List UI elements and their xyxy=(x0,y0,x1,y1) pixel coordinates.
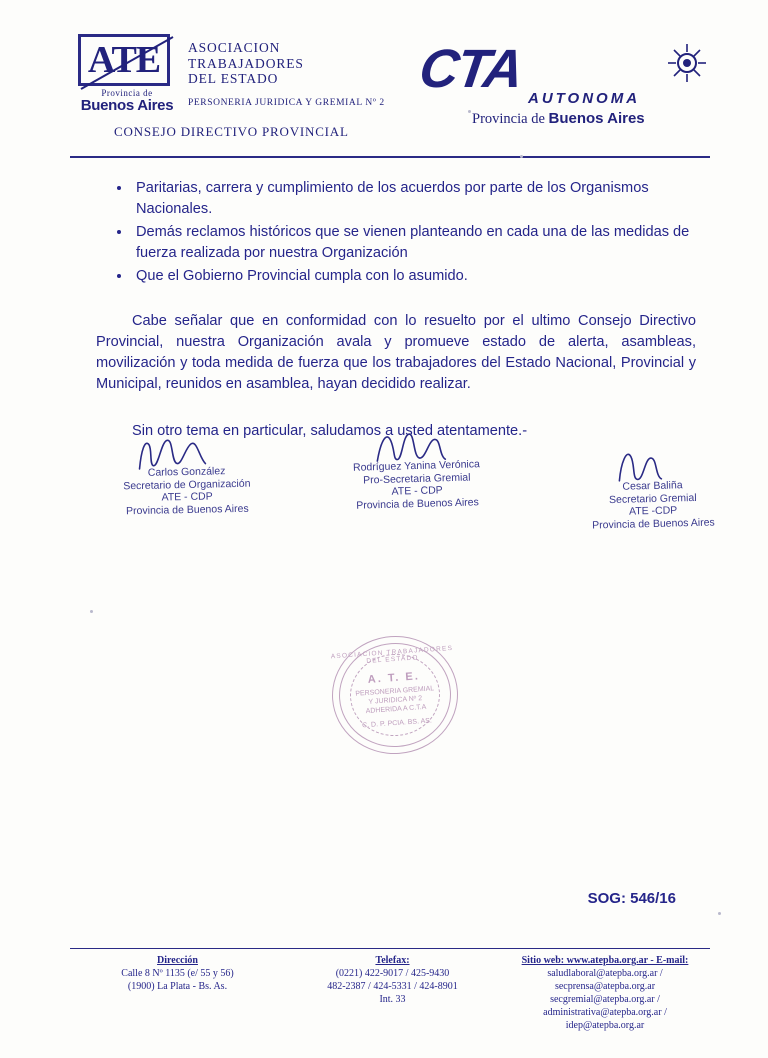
scan-speck xyxy=(718,912,721,915)
document-body xyxy=(96,178,696,442)
scan-speck xyxy=(468,110,471,113)
main-paragraph: Cabe señalar que en conformidad con lo resuelto por el ultimo Consejo Directivo Provincial, nuestra Organización avala y promueve estado de alerta, asambleas, movilización y toda medida de fuerza que los trabajadores del Estado Nacional, Provincial y Municipal, reunidos en asamblea, hayan decidido realizar. xyxy=(96,313,696,392)
footer-web-title: Sitio web: www.atepba.org.ar - E-mail: xyxy=(521,955,689,966)
personeria-juridica-text: PERSONERIA JURIDICA Y GREMIAL Nº 2 xyxy=(188,98,385,108)
cta-province-prefix: Provincia de xyxy=(472,111,549,127)
stamp-line-2: Y JURIDICA Nº 2 xyxy=(368,695,423,706)
organization-name xyxy=(188,40,304,87)
signature-role: Secretario Gremial xyxy=(608,491,697,506)
footer-address-line-1: Calle 8 Nº 1135 (e/ 55 y 56) xyxy=(121,968,234,979)
signature-cesar-balina xyxy=(547,477,758,532)
footer-telefax-title: Telefax: xyxy=(375,955,410,966)
footer-email-line-1[interactable]: saludlaboral@atepba.org.ar / secprensa@atepba.org.ar xyxy=(547,968,663,992)
ate-logo-box xyxy=(78,34,170,86)
footer-telefax-line-1: (0221) 422-9017 / 425-9430 xyxy=(335,968,450,979)
stamp-line-1: PERSONERIA GREMIAL xyxy=(355,685,435,698)
handwritten-signature-icon xyxy=(81,430,292,474)
stamp-line-3: ADHERIDA A C.T.A xyxy=(365,703,427,716)
stamp-center-text: A. T. E. xyxy=(367,670,421,686)
footer-email-line-2[interactable]: secgremial@atepba.org.ar / administrativa@atepba.org.ar / xyxy=(543,994,667,1018)
footer-web xyxy=(500,954,710,1032)
demands-list xyxy=(110,178,696,287)
signature-name: Rodríguez Yanina Verónica xyxy=(352,458,481,474)
reference-code: SOG: 546/16 xyxy=(587,890,676,907)
header-divider xyxy=(70,156,710,158)
footer-address-line-2: (1900) La Plata - Bs. As. xyxy=(127,981,228,992)
footer-address-title: Dirección xyxy=(157,955,198,966)
scan-speck xyxy=(90,610,93,613)
footer-address xyxy=(70,954,285,1032)
ate-acronym: ATE xyxy=(87,39,161,81)
footer-email-line-3[interactable]: idep@atepba.org.ar xyxy=(565,1020,645,1031)
letterhead xyxy=(70,28,710,148)
signature-org: ATE - CDP xyxy=(391,484,443,498)
cta-province-name: Buenos Aires xyxy=(548,110,645,127)
closing-paragraph: Sin otro tema en particular, saludamos a usted atentamente.- xyxy=(132,423,528,439)
signature-org: ATE -CDP xyxy=(628,504,678,518)
list-item: • Que el Gobierno Provincial cumpla con lo asumido. xyxy=(132,266,696,287)
list-item: • Demás reclamos históricos que se vienen planteando en cada una de las medidas de fuerza realizada por nuestra Organización xyxy=(132,222,696,264)
ate-province-big: Buenos Aires xyxy=(80,97,174,114)
scan-speck xyxy=(520,155,523,158)
cta-province xyxy=(472,110,645,128)
footer-telefax xyxy=(285,954,500,1032)
signature-role: Secretario de Organización xyxy=(123,477,251,492)
signature-carlos-gonzalez xyxy=(81,464,292,518)
consejo-directivo-title: CONSEJO DIRECTIVO PROVINCIAL xyxy=(114,124,349,139)
signature-org: ATE - CDP xyxy=(161,490,213,504)
stamp-line-4: C. D. P. PCIA. BS. AS. xyxy=(361,717,433,730)
signature-rodriguez-yanina xyxy=(311,457,522,513)
list-item: • Paritarias, carrera y cumplimiento de los acuerdos por parte de los Organismos Nacionales. xyxy=(132,178,696,220)
signature-province: Provincia de Buenos Aires xyxy=(356,495,479,512)
org-line-1: ASOCIACION xyxy=(188,40,281,55)
signature-name: Carlos González xyxy=(147,465,226,479)
sun-icon xyxy=(666,42,708,84)
cta-autonoma-label: AUTONOMA xyxy=(528,90,641,107)
signature-name: Cesar Baliña xyxy=(622,479,683,493)
stamp-arc-text: ASOCIACION TRABAJADORES DEL ESTADO xyxy=(330,644,454,665)
footer-telefax-line-2: 482-2387 / 424-5331 / 424-8901 xyxy=(327,981,458,992)
org-line-3: DEL ESTADO xyxy=(188,71,279,86)
org-line-2: TRABAJADORES xyxy=(188,55,304,71)
cta-acronym: CTA xyxy=(415,39,526,99)
signature-block xyxy=(60,440,718,550)
signature-role: Pro-Secretaria Gremial xyxy=(362,471,471,486)
ate-diagonal-icon xyxy=(77,33,177,93)
ate-province-small: Provincia de xyxy=(101,88,153,98)
footer-divider xyxy=(70,948,710,949)
cta-logo xyxy=(410,36,710,128)
footer-telefax-line-3: Int. 33 xyxy=(379,994,406,1005)
signature-province: Provincia de Buenos Aires xyxy=(592,515,715,531)
signature-province: Provincia de Buenos Aires xyxy=(125,502,249,517)
ate-logo xyxy=(78,34,176,114)
document-footer xyxy=(70,954,710,1032)
handwritten-signature-icon xyxy=(547,443,758,488)
official-stamp xyxy=(328,632,462,759)
handwritten-signature-icon xyxy=(310,423,521,469)
